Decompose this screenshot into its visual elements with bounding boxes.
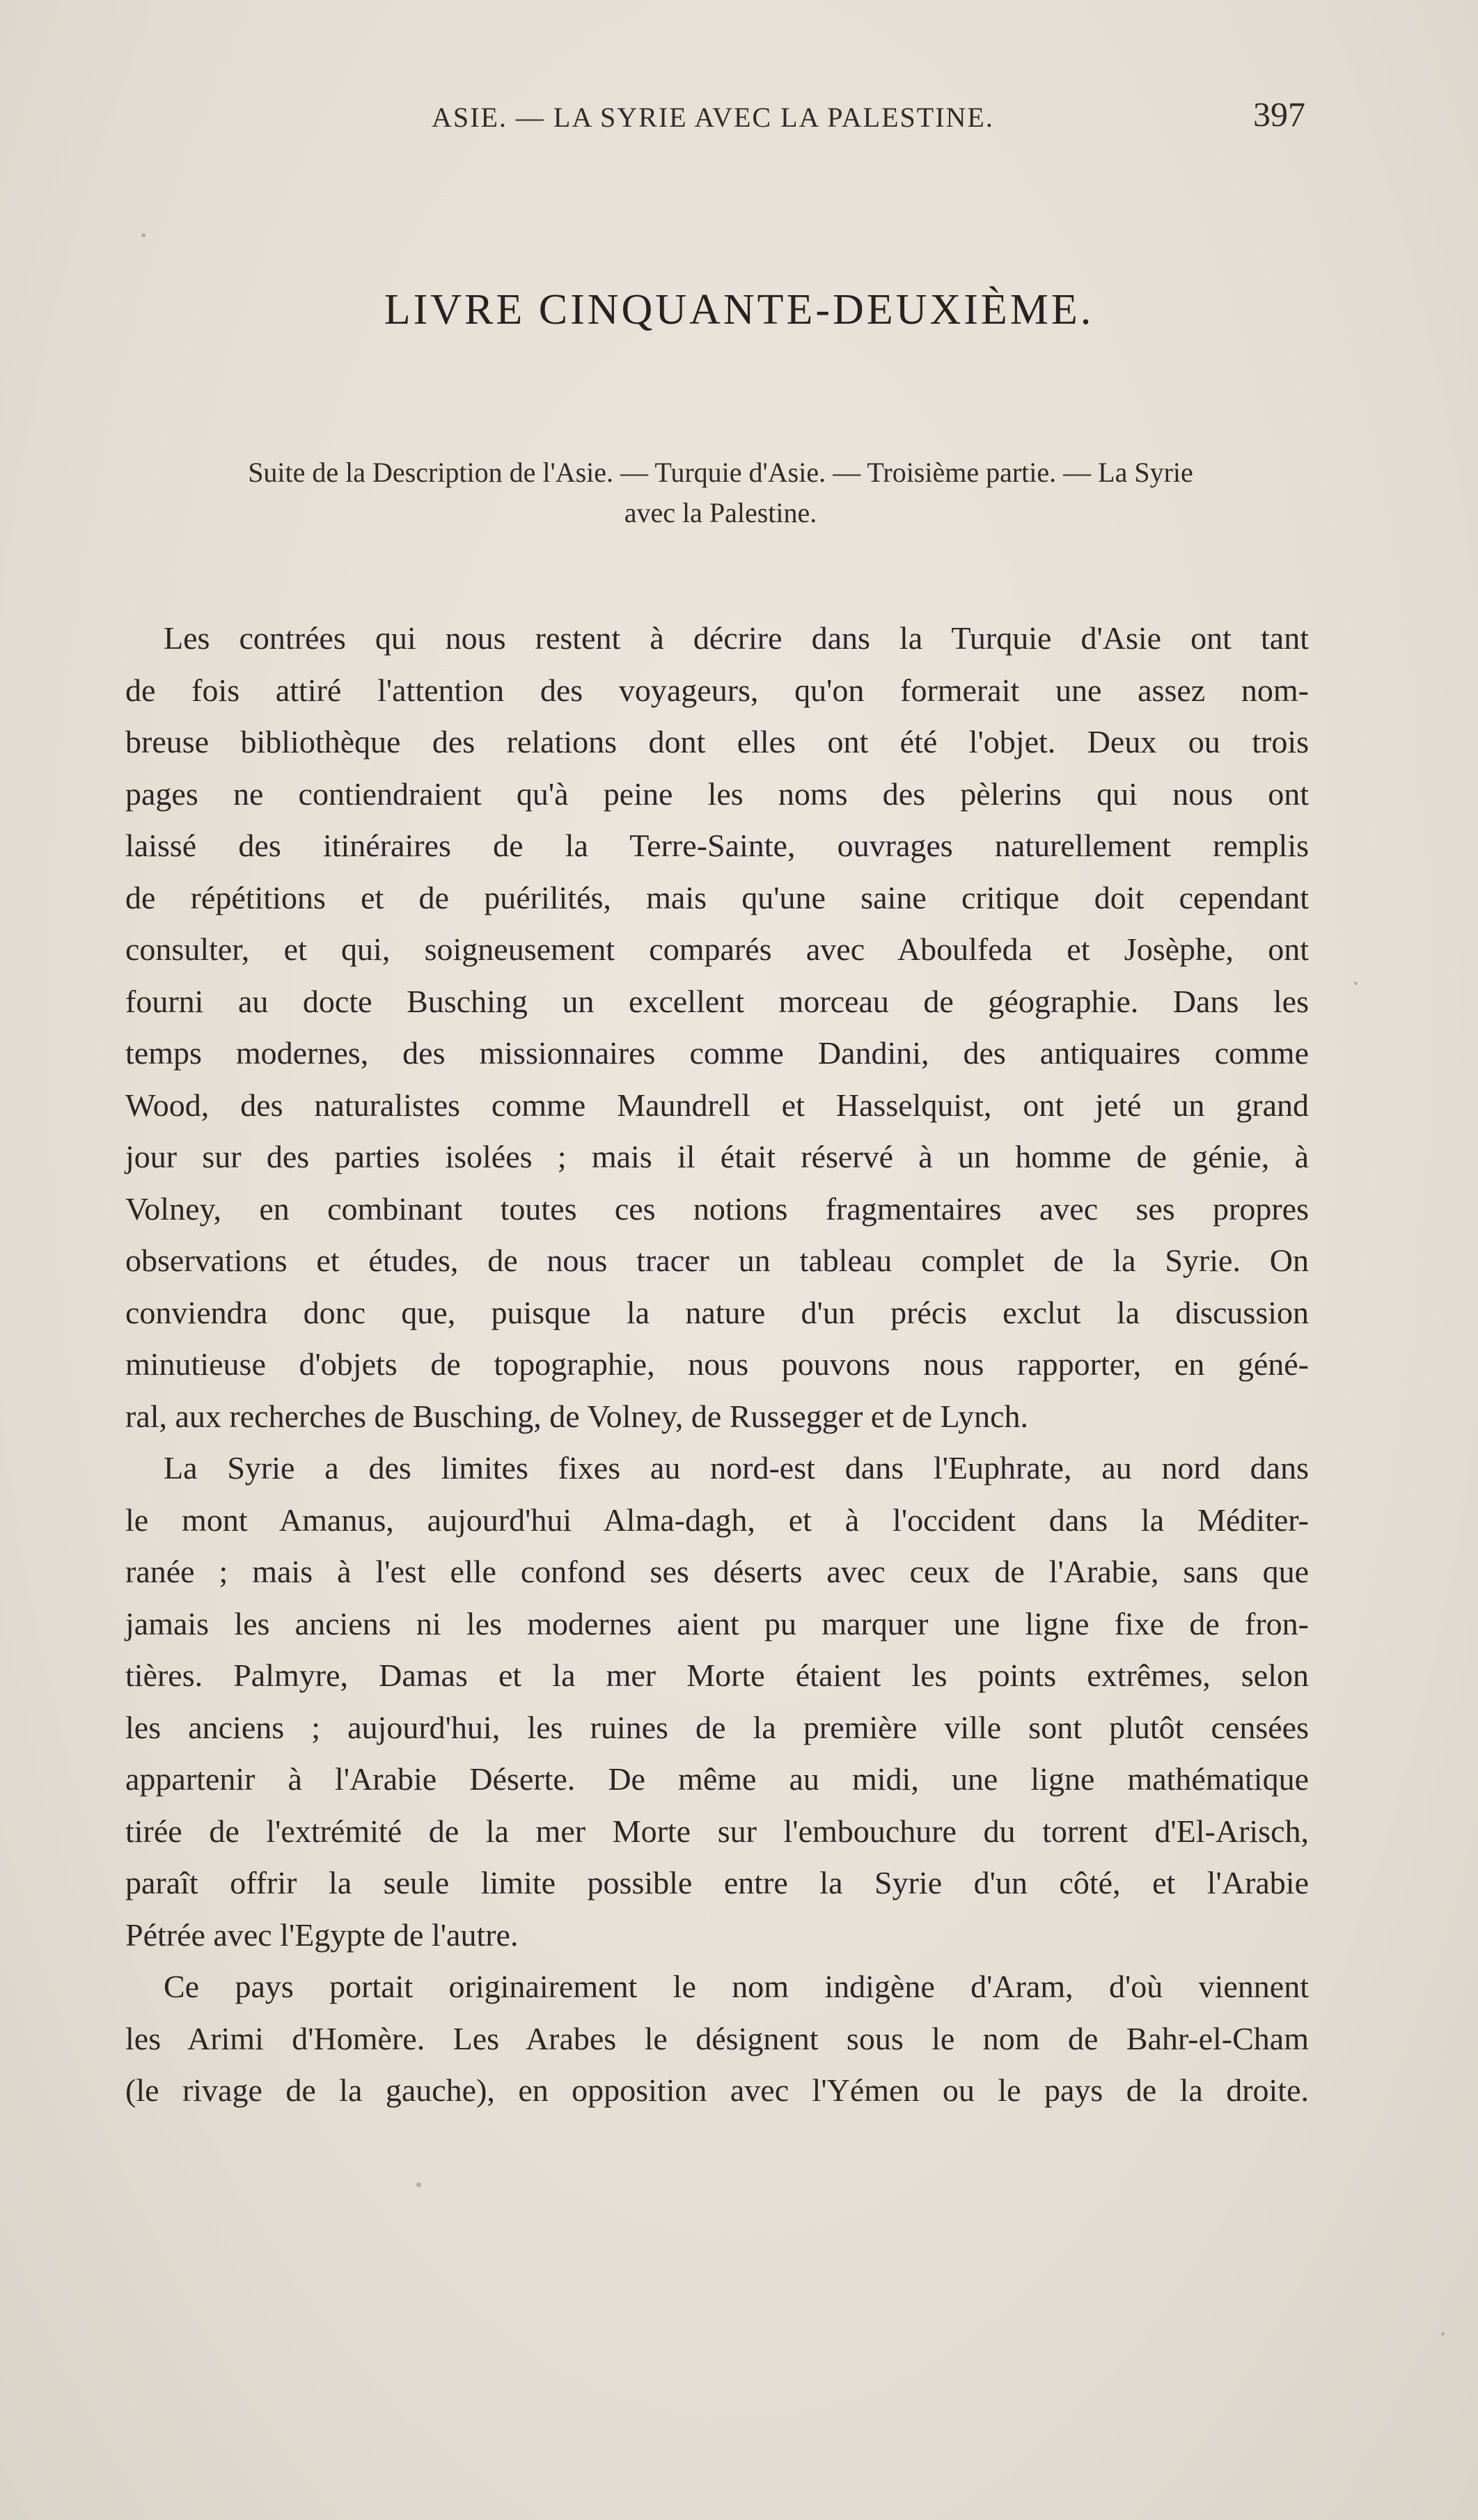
text-line: Ce pays portait originairement le nom indigène d'Aram, d'où viennent [164,1969,1309,2004]
text-line: breuse bibliothèque des relations dont elles ont été l'objet. Deux ou trois [125,724,1309,759]
text-line: paraît offrir la seule limite possible entre la Syrie d'un côté, et l'Arabie [125,1865,1309,1900]
text-line: Les contrées qui nous restent à décrire dans la Turquie d'Asie ont tant [164,620,1309,656]
text-line: observations et études, de nous tracer un tableau complet de la Syrie. On [125,1243,1309,1278]
chapter-summary [129,452,1312,533]
summary-line: Suite de la Description de l'Asie. — Turquie d'Asie. — Troisième partie. — La Syrie [248,457,1193,488]
summary-line: avec la Palestine. [624,497,817,528]
text-line: tirée de l'extrémité de la mer Morte sur l'embouchure du torrent d'El-Arisch, [125,1813,1309,1849]
body-text [125,613,1309,2117]
paper-speck [141,233,146,237]
chapter-title: LIVRE CINQUANTE-DEUXIÈME. [384,286,1094,333]
text-line: minutieuse d'objets de topographie, nous pouvons nous rapporter, en géné- [125,1346,1309,1382]
running-head: ASIE. — LA SYRIE AVEC LA PALESTINE. [432,102,994,133]
text-line: pages ne contiendraient qu'à peine les noms des pèlerins qui nous ont [125,775,1309,812]
paper-speck [416,2182,421,2187]
text-line: consulter, et qui, soigneusement comparés avec Aboulfeda et Josèphe, ont [125,931,1309,967]
text-line: ranée ; mais à l'est elle confond ses déserts avec ceux de l'Arabie, sans que [125,1554,1309,1589]
paper-speck [1354,982,1358,985]
paper-speck [1441,2332,1445,2336]
text-line: ral, aux recherches de Busching, de Volney, de Russegger et de Lynch. [125,1398,1028,1434]
text-line: La Syrie a des limites fixes au nord-est dans l'Euphrate, au nord dans [164,1450,1309,1486]
text-line: les Arimi d'Homère. Les Arabes le désignent sous le nom de Bahr-el-Cham [125,2020,1309,2056]
text-line: le mont Amanus, aujourd'hui Alma-dagh, et à l'occident dans la Méditer- [125,1502,1309,1538]
text-line: conviendra donc que, puisque la nature d'un précis exclut la discussion [125,1294,1309,1330]
text-line: tières. Palmyre, Damas et la mer Morte étaient les points extrêmes, selon [125,1657,1309,1693]
text-line: de répétitions et de puérilités, mais qu'une saine critique doit cependant [125,879,1309,915]
text-line: de fois attiré l'attention des voyageurs, qu'on formerait une assez nom- [125,672,1309,708]
text-line: fourni au docte Busching un excellent morceau de géographie. Dans les [125,983,1309,1019]
text-line: temps modernes, des missionnaires comme Dandini, des antiquaires comme [125,1035,1309,1071]
text-line: Wood, des naturalistes comme Maundrell et Hasselquist, ont jeté un grand [125,1087,1309,1123]
text-line: laissé des itinéraires de la Terre-Sainte, ouvrages naturellement remplis [125,828,1309,863]
text-line: les anciens ; aujourd'hui, les ruines de la première ville sont plutôt censées [125,1709,1309,1745]
text-line: Pétrée avec l'Egypte de l'autre. [125,1916,519,1953]
text-line: jamais les anciens ni les modernes aient pu marquer une ligne fixe de fron- [125,1605,1309,1641]
text-line: appartenir à l'Arabie Déserte. De même au midi, une ligne mathématique [125,1761,1309,1797]
text-line: jour sur des parties isolées ; mais il était réservé à un homme de génie, à [125,1139,1309,1174]
text-line: Volney, en combinant toutes ces notions fragmentaires avec ses propres [125,1190,1309,1227]
page-number: 397 [1253,95,1305,134]
text-line: (le rivage de la gauche), en opposition avec l'Yémen ou le pays de la droite. [125,2072,1309,2108]
